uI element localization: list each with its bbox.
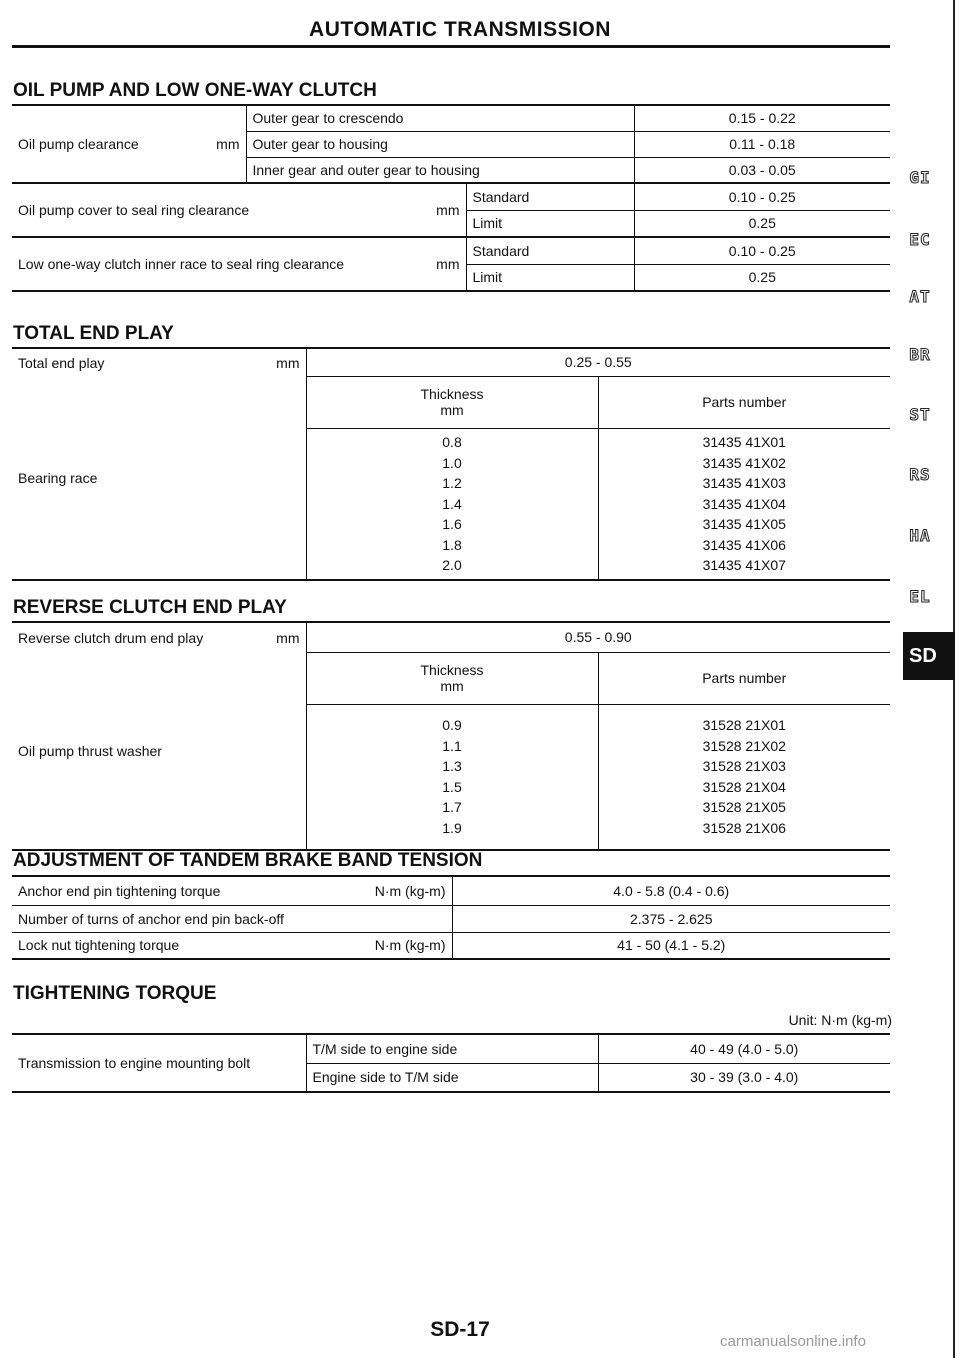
clutch-limit-label: Limit xyxy=(466,264,634,291)
clutch-clearance-label: Low one-way clutch inner race to seal ring clearance mm xyxy=(18,256,460,272)
side-tab-sd-active[interactable]: SD xyxy=(903,632,955,680)
bearing-race-parts-list: 31435 41X01 31435 41X02 31435 41X03 31435 41X04 31435 41X05 31435 41X06 31435 41X07 xyxy=(598,428,890,580)
mounting-bolt-label: Transmission to engine mounting bolt xyxy=(18,1055,251,1071)
side-tab-el[interactable]: EL xyxy=(909,587,931,606)
brake-band-item: Anchor end pin tightening torque N·m (kg-m) xyxy=(18,882,446,899)
clearance-value: 0.15 - 0.22 xyxy=(634,105,890,131)
cover-limit-label: Limit xyxy=(466,210,634,237)
clearance-item: Outer gear to crescendo xyxy=(246,105,634,131)
reverse-clutch-label: Reverse clutch drum end play mm xyxy=(18,629,300,646)
side-tab-ha[interactable]: HA xyxy=(909,526,931,545)
watermark: carmanualsonline.info xyxy=(720,1333,866,1350)
reverse-clutch-value: 0.55 - 0.90 xyxy=(306,622,890,652)
clearance-item: Inner gear and outer gear to housing xyxy=(246,157,634,183)
title-rule xyxy=(12,45,890,48)
total-end-play-value: 0.25 - 0.55 xyxy=(306,348,890,376)
clearance-item: Outer gear to housing xyxy=(246,131,634,157)
torque-item: Engine side to T/M side xyxy=(306,1063,598,1092)
bearing-race-label: Bearing race xyxy=(18,469,98,486)
oil-pump-table xyxy=(12,104,890,292)
section-heading-total-end-play: TOTAL END PLAY xyxy=(13,323,174,344)
brake-band-value: 2.375 - 2.625 xyxy=(452,905,890,932)
side-tab-ec[interactable]: EC xyxy=(909,230,931,249)
brake-band-item: Lock nut tightening torque N·m (kg-m) xyxy=(12,932,452,959)
cover-clearance-label: Oil pump cover to seal ring clearance mm xyxy=(18,202,460,218)
cover-standard-label: Standard xyxy=(466,183,634,210)
section-heading-tightening-torque: TIGHTENING TORQUE xyxy=(13,983,217,1004)
thrust-washer-thickness-list: 0.9 1.1 1.3 1.5 1.7 1.9 xyxy=(306,704,598,850)
torque-item: T/M side to engine side xyxy=(306,1034,598,1063)
parts-number-header: Parts number xyxy=(598,376,890,428)
brake-band-value: 4.0 - 5.8 (0.4 - 0.6) xyxy=(452,876,890,905)
torque-value: 30 - 39 (3.0 - 4.0) xyxy=(598,1063,890,1092)
brake-band-item: Number of turns of anchor end pin back-off xyxy=(12,905,452,932)
cover-limit-value: 0.25 xyxy=(634,210,890,237)
oil-pump-clearance-label: Oil pump clearance mm xyxy=(18,136,240,152)
total-end-play-label: Total end play mm xyxy=(18,354,300,371)
brake-band-table xyxy=(12,875,890,960)
section-heading-brake-band: ADJUSTMENT OF TANDEM BRAKE BAND TENSION xyxy=(13,850,483,871)
torque-value: 40 - 49 (4.0 - 5.0) xyxy=(598,1034,890,1063)
section-heading-oil-pump: OIL PUMP AND LOW ONE-WAY CLUTCH xyxy=(13,80,377,101)
side-tab-at[interactable]: AT xyxy=(909,287,931,306)
unit-note: Unit: N·m (kg-m) xyxy=(788,1012,892,1028)
clearance-value: 0.11 - 0.18 xyxy=(634,131,890,157)
brake-band-value: 41 - 50 (4.1 - 5.2) xyxy=(452,932,890,959)
section-heading-reverse-clutch: REVERSE CLUTCH END PLAY xyxy=(13,597,287,618)
clutch-standard-value: 0.10 - 0.25 xyxy=(634,237,890,264)
thickness-header: Thickness mm xyxy=(306,376,598,428)
tightening-torque-table xyxy=(12,1033,890,1093)
cover-standard-value: 0.10 - 0.25 xyxy=(634,183,890,210)
clutch-limit-value: 0.25 xyxy=(634,264,890,291)
side-tab-rs[interactable]: RS xyxy=(909,465,931,484)
parts-number-header: Parts number xyxy=(598,652,890,704)
clearance-value: 0.03 - 0.05 xyxy=(634,157,890,183)
side-tab-st[interactable]: ST xyxy=(909,405,931,424)
total-end-play-table xyxy=(12,347,890,581)
reverse-clutch-table xyxy=(12,621,890,851)
thrust-washer-parts-list: 31528 21X01 31528 21X02 31528 21X03 31528 21X04 31528 21X05 31528 21X06 xyxy=(598,704,890,850)
thickness-header: Thickness mm xyxy=(306,652,598,704)
thrust-washer-label: Oil pump thrust washer xyxy=(18,742,162,759)
page-number: SD-17 xyxy=(430,1318,490,1341)
side-tab-br[interactable]: BR xyxy=(909,345,931,364)
side-tab-gi[interactable]: GI xyxy=(909,168,931,187)
bearing-race-thickness-list: 0.8 1.0 1.2 1.4 1.6 1.8 2.0 xyxy=(306,428,598,580)
clutch-standard-label: Standard xyxy=(466,237,634,264)
page-title: AUTOMATIC TRANSMISSION xyxy=(309,18,611,41)
